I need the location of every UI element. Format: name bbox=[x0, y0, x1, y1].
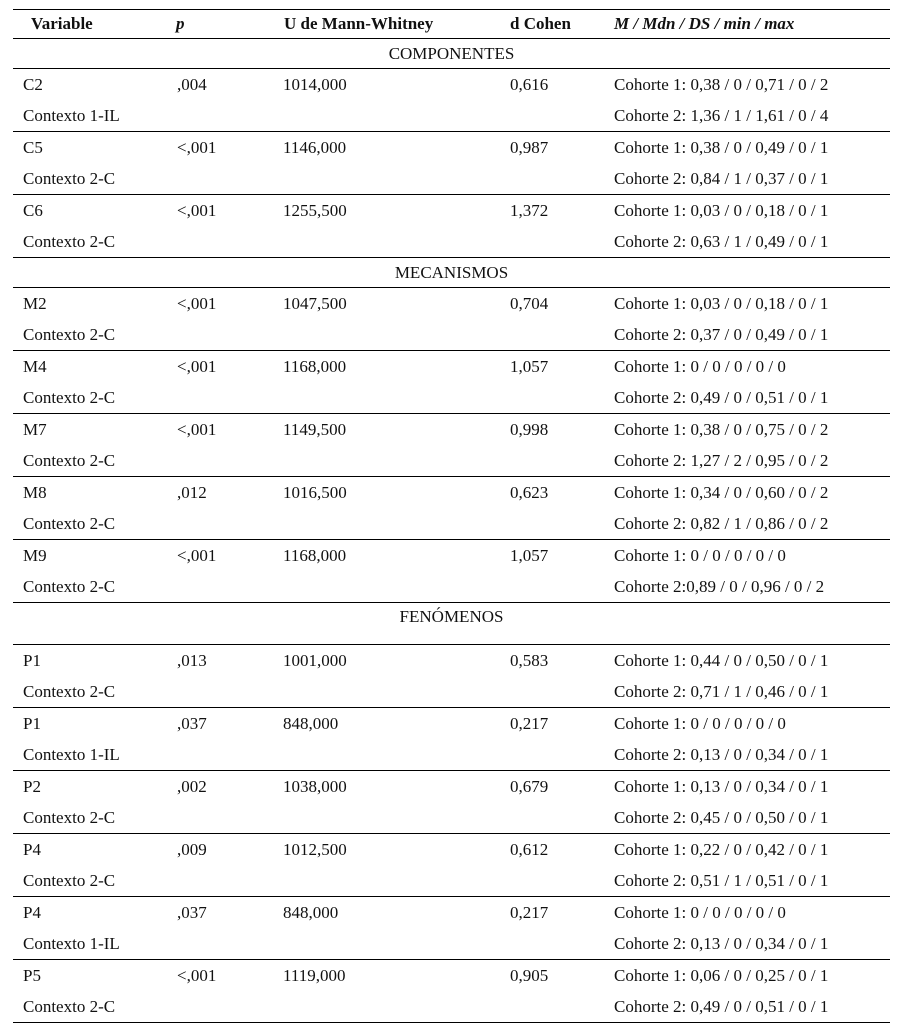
p-cell: <,001 bbox=[177, 419, 217, 439]
cohort2-cell: Cohorte 2: 0,37 / 0 / 0,49 / 0 / 1 bbox=[614, 324, 829, 344]
cohort2-cell: Cohorte 2: 0,49 / 0 / 0,51 / 0 / 1 bbox=[614, 996, 829, 1016]
section-heading: MECANISMOS bbox=[13, 258, 890, 288]
table-row bbox=[13, 351, 890, 414]
d-cell: 0,905 bbox=[510, 965, 549, 985]
context-cell: Contexto 2-C bbox=[23, 996, 116, 1016]
u-cell: 1047,500 bbox=[283, 293, 347, 313]
cohort1-cell: Cohorte 1: 0,03 / 0 / 0,18 / 0 / 1 bbox=[614, 293, 829, 313]
table-row bbox=[13, 540, 890, 603]
context-cell: Contexto 1-IL bbox=[23, 933, 120, 953]
variable-cell: P4 bbox=[23, 839, 41, 859]
cohort1-cell: Cohorte 1: 0 / 0 / 0 / 0 / 0 bbox=[614, 356, 786, 376]
table-row bbox=[13, 132, 890, 195]
context-cell: Contexto 2-C bbox=[23, 450, 116, 470]
context-cell: Contexto 2-C bbox=[23, 168, 116, 188]
variable-cell: P5 bbox=[23, 965, 41, 985]
section-heading: COMPONENTES bbox=[13, 39, 890, 69]
p-cell: ,037 bbox=[177, 902, 207, 922]
u-cell: 1255,500 bbox=[283, 200, 347, 220]
p-cell: ,013 bbox=[177, 650, 207, 670]
cohort2-cell: Cohorte 2: 0,45 / 0 / 0,50 / 0 / 1 bbox=[614, 807, 829, 827]
variable-cell: P4 bbox=[23, 902, 41, 922]
header-cohen-d: d Cohen bbox=[510, 14, 571, 33]
u-cell: 1119,000 bbox=[283, 965, 346, 985]
variable-cell: M2 bbox=[23, 293, 47, 313]
p-cell: <,001 bbox=[177, 200, 217, 220]
variable-cell: P1 bbox=[23, 713, 41, 733]
cohort2-cell: Cohorte 2: 0,63 / 1 / 0,49 / 0 / 1 bbox=[614, 231, 829, 251]
table-row bbox=[13, 414, 890, 477]
variable-cell: C2 bbox=[23, 74, 43, 94]
variable-cell: M7 bbox=[23, 419, 47, 439]
context-cell: Contexto 2-C bbox=[23, 324, 116, 344]
variable-cell: C6 bbox=[23, 200, 43, 220]
cohort1-cell: Cohorte 1: 0,34 / 0 / 0,60 / 0 / 2 bbox=[614, 482, 829, 502]
cohort2-cell: Cohorte 2: 0,51 / 1 / 0,51 / 0 / 1 bbox=[614, 870, 829, 890]
context-cell: Contexto 2-C bbox=[23, 387, 116, 407]
cohort1-cell: Cohorte 1: 0,44 / 0 / 0,50 / 0 / 1 bbox=[614, 650, 829, 670]
d-cell: 0,679 bbox=[510, 776, 549, 796]
cohort2-cell: Cohorte 2: 0,71 / 1 / 0,46 / 0 / 1 bbox=[614, 681, 829, 701]
results-table bbox=[13, 9, 890, 1023]
table-row bbox=[13, 708, 890, 771]
table-row bbox=[13, 477, 890, 540]
header-variable: Variable bbox=[31, 14, 93, 33]
variable-cell: P2 bbox=[23, 776, 41, 796]
d-cell: 0,612 bbox=[510, 839, 549, 859]
p-cell: ,012 bbox=[177, 482, 207, 502]
p-cell: <,001 bbox=[177, 137, 217, 157]
p-cell: <,001 bbox=[177, 356, 217, 376]
p-cell: <,001 bbox=[177, 293, 217, 313]
header-mann-whitney: U de Mann-Whitney bbox=[284, 14, 434, 33]
d-cell: 0,616 bbox=[510, 74, 549, 94]
u-cell: 1014,000 bbox=[283, 74, 347, 94]
p-cell: ,009 bbox=[177, 839, 207, 859]
cohort1-cell: Cohorte 1: 0,22 / 0 / 0,42 / 0 / 1 bbox=[614, 839, 829, 859]
u-cell: 1016,500 bbox=[283, 482, 347, 502]
cohort2-cell: Cohorte 2:0,89 / 0 / 0,96 / 0 / 2 bbox=[614, 576, 825, 596]
variable-cell: P1 bbox=[23, 650, 41, 670]
d-cell: 0,623 bbox=[510, 482, 549, 502]
context-cell: Contexto 2-C bbox=[23, 513, 116, 533]
context-cell: Contexto 1-IL bbox=[23, 744, 120, 764]
d-cell: 0,583 bbox=[510, 650, 549, 670]
context-cell: Contexto 2-C bbox=[23, 807, 116, 827]
u-cell: 1001,000 bbox=[283, 650, 347, 670]
cohort2-cell: Cohorte 2: 0,84 / 1 / 0,37 / 0 / 1 bbox=[614, 168, 829, 188]
variable-cell: M4 bbox=[23, 356, 47, 376]
u-cell: 1146,000 bbox=[283, 137, 347, 157]
cohort1-cell: Cohorte 1: 0 / 0 / 0 / 0 / 0 bbox=[614, 545, 786, 565]
variable-cell: M8 bbox=[23, 482, 47, 502]
cohort2-cell: Cohorte 2: 1,36 / 1 / 1,61 / 0 / 4 bbox=[614, 105, 829, 125]
d-cell: 0,704 bbox=[510, 293, 549, 313]
table-row bbox=[13, 960, 890, 1023]
u-cell: 848,000 bbox=[283, 902, 339, 922]
d-cell: 1,057 bbox=[510, 356, 549, 376]
d-cell: 0,998 bbox=[510, 419, 549, 439]
d-cell: 1,372 bbox=[510, 200, 549, 220]
cohort1-cell: Cohorte 1: 0 / 0 / 0 / 0 / 0 bbox=[614, 902, 786, 922]
cohort1-cell: Cohorte 1: 0,06 / 0 / 0,25 / 0 / 1 bbox=[614, 965, 829, 985]
cohort2-cell: Cohorte 2: 1,27 / 2 / 0,95 / 0 / 2 bbox=[614, 450, 829, 470]
u-cell: 1168,000 bbox=[283, 356, 347, 376]
variable-cell: M9 bbox=[23, 545, 47, 565]
cohort2-cell: Cohorte 2: 0,49 / 0 / 0,51 / 0 / 1 bbox=[614, 387, 829, 407]
cohort1-cell: Cohorte 1: 0,03 / 0 / 0,18 / 0 / 1 bbox=[614, 200, 829, 220]
context-cell: Contexto 2-C bbox=[23, 231, 116, 251]
d-cell: 0,217 bbox=[510, 713, 549, 733]
cohort2-cell: Cohorte 2: 0,13 / 0 / 0,34 / 0 / 1 bbox=[614, 933, 829, 953]
context-cell: Contexto 1-IL bbox=[23, 105, 120, 125]
cohort1-cell: Cohorte 1: 0,13 / 0 / 0,34 / 0 / 1 bbox=[614, 776, 829, 796]
table-row bbox=[13, 195, 890, 258]
cohort2-cell: Cohorte 2: 0,13 / 0 / 0,34 / 0 / 1 bbox=[614, 744, 829, 764]
cohort1-cell: Cohorte 1: 0,38 / 0 / 0,49 / 0 / 1 bbox=[614, 137, 829, 157]
table-header bbox=[13, 9, 890, 39]
table-row bbox=[13, 645, 890, 708]
p-cell: ,004 bbox=[177, 74, 207, 94]
context-cell: Contexto 2-C bbox=[23, 870, 116, 890]
table-row bbox=[13, 897, 890, 960]
d-cell: 0,987 bbox=[510, 137, 549, 157]
cohort2-cell: Cohorte 2: 0,82 / 1 / 0,86 / 0 / 2 bbox=[614, 513, 829, 533]
variable-cell: C5 bbox=[23, 137, 43, 157]
u-cell: 1038,000 bbox=[283, 776, 347, 796]
u-cell: 1149,500 bbox=[283, 419, 347, 439]
cohort1-cell: Cohorte 1: 0,38 / 0 / 0,75 / 0 / 2 bbox=[614, 419, 829, 439]
u-cell: 1168,000 bbox=[283, 545, 347, 565]
d-cell: 0,217 bbox=[510, 902, 549, 922]
context-cell: Contexto 2-C bbox=[23, 576, 116, 596]
header-p: p bbox=[176, 14, 185, 33]
u-cell: 848,000 bbox=[283, 713, 339, 733]
p-cell: <,001 bbox=[177, 965, 217, 985]
section-heading: FENÓMENOS bbox=[13, 603, 890, 645]
table-body bbox=[13, 39, 890, 1023]
table-row bbox=[13, 771, 890, 834]
u-cell: 1012,500 bbox=[283, 839, 347, 859]
d-cell: 1,057 bbox=[510, 545, 549, 565]
p-cell: ,002 bbox=[177, 776, 207, 796]
header-stats: M / Mdn / DS / min / max bbox=[614, 14, 795, 33]
p-cell: <,001 bbox=[177, 545, 217, 565]
cohort1-cell: Cohorte 1: 0,38 / 0 / 0,71 / 0 / 2 bbox=[614, 74, 829, 94]
cohort1-cell: Cohorte 1: 0 / 0 / 0 / 0 / 0 bbox=[614, 713, 786, 733]
table-row bbox=[13, 834, 890, 897]
context-cell: Contexto 2-C bbox=[23, 681, 116, 701]
p-cell: ,037 bbox=[177, 713, 207, 733]
table-row bbox=[13, 69, 890, 132]
table-row bbox=[13, 288, 890, 351]
